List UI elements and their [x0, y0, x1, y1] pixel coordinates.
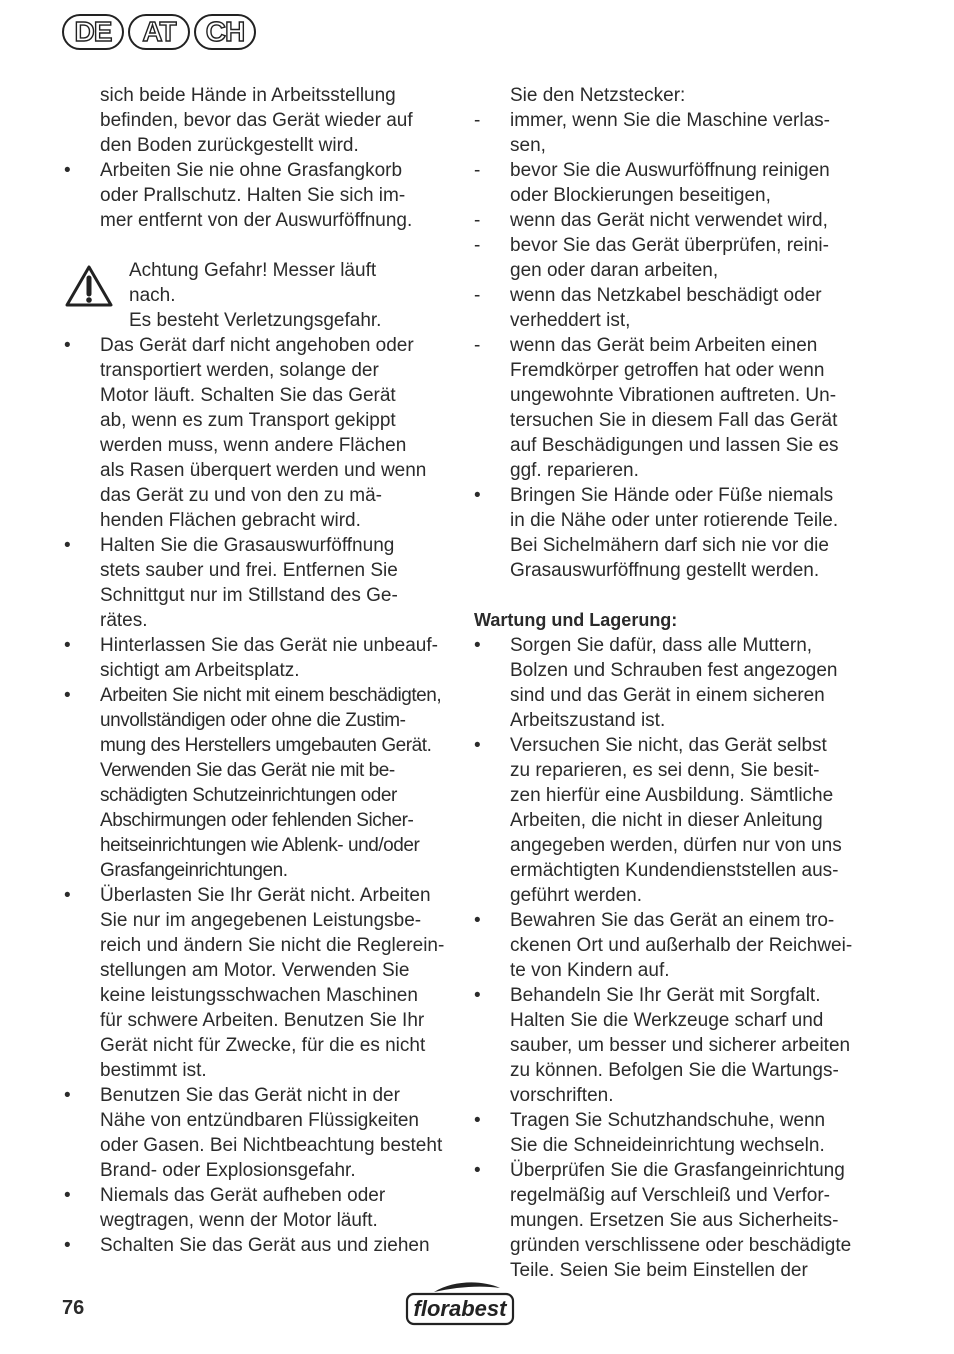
dash-marker: - [474, 335, 481, 356]
item-line: geführt werden. [510, 885, 643, 906]
item-line: bevor Sie das Gerät überprüfen, reini- [510, 235, 829, 256]
warning-notice [64, 258, 454, 333]
item-line: Schnittgut nur im Stillstand des Ge- [100, 585, 398, 606]
item-line: Teile. Seien Sie beim Einstellen der [510, 1260, 808, 1281]
item-line: vorschriften. [510, 1085, 614, 1106]
bullet-list-item [64, 158, 454, 233]
item-line: Halten Sie die Grasauswurföffnung [100, 535, 395, 556]
item-line: oder Blockierungen beseitigen, [510, 185, 771, 206]
section-heading: Wartung und Lagerung: [474, 610, 678, 630]
item-line: Sorgen Sie dafür, dass alle Muttern, [510, 635, 813, 656]
dash-list-item [474, 108, 864, 158]
item-line: stellungen am Motor. Verwenden Sie [100, 960, 410, 981]
left-column [64, 83, 454, 1258]
text-line: den Boden zurückgestellt wird. [100, 135, 359, 156]
item-line: ungewohnte Vibrationen auftreten. Un- [510, 385, 837, 406]
item-line: wenn das Gerät beim Arbeiten einen [510, 335, 818, 356]
item-line: rätes. [100, 610, 148, 631]
item-line: Sie nur im angegebenen Leistungsbe- [100, 910, 422, 931]
item-line: Arbeiten, die nicht in dieser Anleitung [510, 810, 823, 831]
item-line: sind und das Gerät in einem sicheren [510, 685, 825, 706]
item-line: mungen. Ersetzen Sie aus Sicherheits- [510, 1210, 839, 1231]
bullet-list-item [474, 633, 864, 733]
item-line: Schalten Sie das Gerät aus und ziehen [100, 1235, 430, 1256]
item-line: Motor läuft. Schalten Sie das Gerät [100, 385, 396, 406]
item-line: henden Flächen gebracht wird. [100, 510, 361, 531]
dash-marker: - [474, 285, 481, 306]
item-line: transportiert werden, solange der [100, 360, 379, 381]
bullet-marker: • [474, 985, 481, 1006]
item-line: Hinterlassen Sie das Gerät nie unbeauf- [100, 635, 438, 656]
bullet-marker: • [64, 635, 71, 656]
item-line: wegtragen, wenn der Motor läuft. [100, 1210, 378, 1231]
item-line: te von Kindern auf. [510, 960, 670, 981]
item-line: ab, wenn es zum Transport gekippt [100, 410, 396, 431]
item-line: zen hierfür eine Ausbildung. Sämtliche [510, 785, 834, 806]
bullet-list-item [474, 1158, 864, 1283]
item-line: Fremdkörper getroffen hat oder wenn [510, 360, 825, 381]
item-line: Bringen Sie Hände oder Füße niemals [510, 485, 834, 506]
item-line: heitseinrichtungen wie Ablenk- und/oder [100, 835, 420, 856]
dash-list-item [474, 158, 864, 208]
item-line: Sie die Schneideinrichtung wechseln. [510, 1135, 825, 1156]
item-line: immer, wenn Sie die Maschine verlas- [510, 110, 830, 131]
bullet-list-item [64, 683, 454, 883]
warning-line: Es besteht Verletzungsgefahr. [129, 310, 382, 331]
item-line: mer entfernt von der Auswurföffnung. [100, 210, 413, 231]
bullet-list-item [474, 1108, 864, 1158]
dash-list-item [474, 233, 864, 283]
text-line: sich beide Hände in Arbeitsstellung [100, 85, 396, 106]
bullet-list-item [64, 883, 454, 1083]
bullet-list-item [64, 1083, 454, 1183]
item-line: zu können. Befolgen Sie die Wartungs- [510, 1060, 839, 1081]
item-line: regelmäßig auf Verschleiß und Verfor- [510, 1185, 830, 1206]
item-line: Halten Sie die Werkzeuge scharf und [510, 1010, 824, 1031]
item-line: werden muss, wenn andere Flächen [100, 435, 407, 456]
item-line: sichtigt am Arbeitsplatz. [100, 660, 300, 681]
item-line: ermächtigten Kundendienststellen aus- [510, 860, 839, 881]
item-line: Bei Sichelmähern darf sich nie vor die [510, 535, 829, 556]
bullet-marker: • [64, 335, 71, 356]
bullet-marker: • [64, 535, 71, 556]
warning-line: Achtung Gefahr! Messer läuft [129, 260, 377, 281]
bullet-marker: • [474, 735, 481, 756]
bullet-marker: • [64, 160, 71, 181]
item-line: Grasauswurföffnung gestellt werden. [510, 560, 820, 581]
item-line: Überlasten Sie Ihr Gerät nicht. Arbeiten [100, 885, 431, 906]
language-badge-at: AT [128, 14, 190, 50]
item-line: sauber, um besser und sicherer arbeiten [510, 1035, 851, 1056]
item-line: Versuchen Sie nicht, das Gerät selbst [510, 735, 827, 756]
item-line: Bewahren Sie das Gerät an einem tro- [510, 910, 835, 931]
text-line: Sie den Netzstecker: [510, 85, 686, 106]
item-line: Nähe von entzündbaren Flüssigkeiten [100, 1110, 419, 1131]
bullet-marker: • [64, 1185, 71, 1206]
item-line: Bolzen und Schrauben fest angezogen [510, 660, 838, 681]
item-line: Arbeitszustand ist. [510, 710, 666, 731]
dash-marker: - [474, 235, 481, 256]
spacer [64, 233, 454, 258]
dash-marker: - [474, 160, 481, 181]
item-line: für schwere Arbeiten. Benutzen Sie Ihr [100, 1010, 425, 1031]
item-line: Verwenden Sie das Gerät nie mit be- [100, 760, 395, 781]
dash-marker: - [474, 110, 481, 131]
item-line: unvollständigen oder ohne die Zustim- [100, 710, 406, 731]
item-line: Das Gerät darf nicht angehoben oder [100, 335, 414, 356]
dash-list-item [474, 208, 864, 233]
bullet-marker: • [64, 685, 71, 706]
item-line: wenn das Gerät nicht verwendet wird, [510, 210, 828, 231]
item-line: tersuchen Sie in diesem Fall das Gerät [510, 410, 838, 431]
item-line: reich und ändern Sie nicht die Reglerein- [100, 935, 445, 956]
item-line: gen oder daran arbeiten, [510, 260, 719, 281]
item-line: Tragen Sie Schutzhandschuhe, wenn [510, 1110, 826, 1131]
bullet-list-item [64, 633, 454, 683]
dash-list-item [474, 283, 864, 333]
item-line: Gerät nicht für Zwecke, für die es nicht [100, 1035, 426, 1056]
item-line: bevor Sie die Auswurföffnung reinigen [510, 160, 830, 181]
florabest-logo [404, 1282, 516, 1328]
bullet-list-item [474, 483, 864, 583]
bullet-list-item [474, 733, 864, 908]
text-line: befinden, bevor das Gerät wieder auf [100, 110, 413, 131]
bullet-list-item [474, 983, 864, 1108]
item-line: sen, [510, 135, 546, 156]
florabest-logo-text: florabest [413, 1296, 507, 1321]
language-badge-de: DE [62, 14, 124, 50]
item-line: Benutzen Sie das Gerät nicht in der [100, 1085, 400, 1106]
item-line: Niemals das Gerät aufheben oder [100, 1185, 386, 1206]
bullet-marker: • [474, 635, 481, 656]
item-line: Arbeiten Sie nie ohne Grasfangkorb [100, 160, 403, 181]
right-column [474, 83, 864, 1283]
bullet-marker: • [474, 910, 481, 931]
item-line: schädigten Schutzeinrichtungen oder [100, 785, 397, 806]
item-line: Behandeln Sie Ihr Gerät mit Sorgfalt. [510, 985, 821, 1006]
item-line: bestimmt ist. [100, 1060, 207, 1081]
bullet-marker: • [64, 1235, 71, 1256]
bullet-marker: • [474, 1160, 481, 1181]
bullet-marker: • [474, 485, 481, 506]
bullet-list-item [64, 533, 454, 633]
item-line: verheddert ist, [510, 310, 631, 331]
item-line: Brand- oder Explosionsgefahr. [100, 1160, 356, 1181]
warning-line: nach. [129, 285, 176, 306]
language-badges [62, 14, 256, 50]
language-badge-ch: CH [194, 14, 256, 50]
spacer [474, 583, 864, 608]
item-line: auf Beschädigungen und lassen Sie es [510, 435, 839, 456]
bullet-marker: • [474, 1110, 481, 1131]
item-line: Arbeiten Sie nicht mit einem beschädigten, [100, 685, 442, 706]
dash-marker: - [474, 210, 481, 231]
item-line: in die Nähe oder unter rotierende Teile. [510, 510, 839, 531]
bullet-marker: • [64, 1085, 71, 1106]
item-line: das Gerät zu und von den zu mä- [100, 485, 382, 506]
item-line: zu reparieren, es sei denn, Sie besit- [510, 760, 820, 781]
item-line: gründen verschlissene oder beschädigte [510, 1235, 852, 1256]
item-line: wenn das Netzkabel beschädigt oder [510, 285, 822, 306]
bullet-list-item [64, 333, 454, 533]
item-line: ckenen Ort und außerhalb der Reichwei- [510, 935, 853, 956]
bullet-list-item [474, 908, 864, 983]
item-line: als Rasen überquert werden und wenn [100, 460, 427, 481]
item-line: angegeben werden, dürfen nur von uns [510, 835, 842, 856]
item-line: stets sauber und frei. Entfernen Sie [100, 560, 398, 581]
item-line: Abschirmungen oder fehlenden Sicher- [100, 810, 414, 831]
warning-triangle-icon [64, 264, 114, 308]
bullet-list-item [64, 1233, 454, 1258]
item-line: Überprüfen Sie die Grasfangeinrichtung [510, 1160, 845, 1181]
dash-list-item [474, 333, 864, 483]
item-line: keine leistungsschwachen Maschinen [100, 985, 418, 1006]
bullet-marker: • [64, 885, 71, 906]
item-line: oder Prallschutz. Halten Sie sich im- [100, 185, 406, 206]
item-line: mung des Herstellers umgebauten Gerät. [100, 735, 432, 756]
item-line: oder Gasen. Bei Nichtbeachtung besteht [100, 1135, 443, 1156]
bullet-list-item [64, 1183, 454, 1233]
page-number: 76 [62, 1297, 85, 1319]
item-line: ggf. reparieren. [510, 460, 639, 481]
item-line: Grasfangeinrichtungen. [100, 860, 288, 881]
